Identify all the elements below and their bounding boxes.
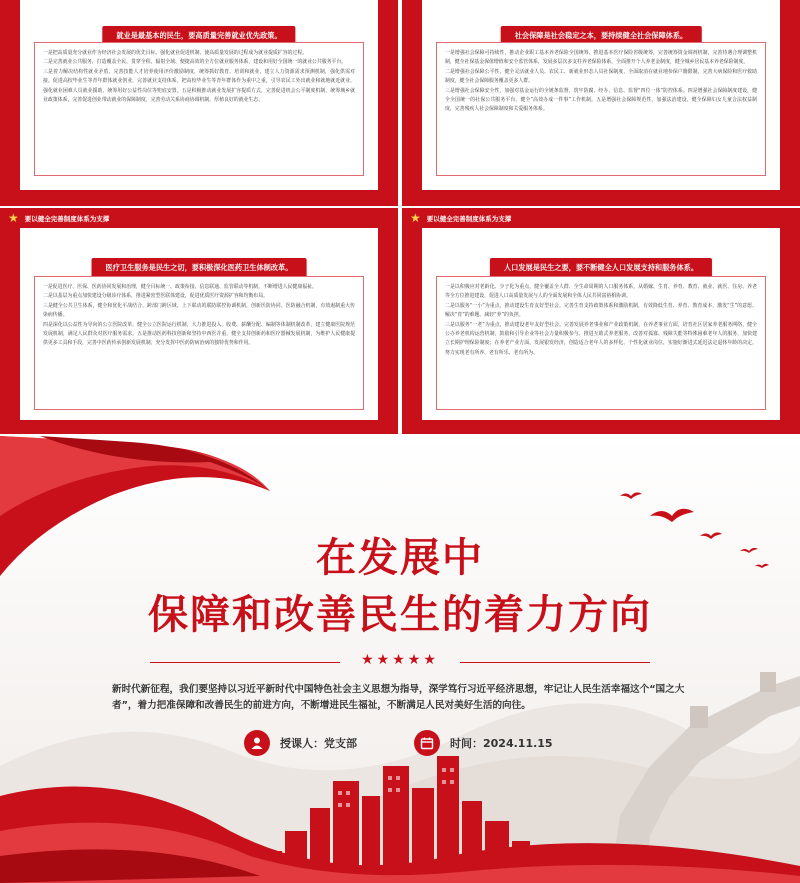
paragraph: 三是着力解决结构性就业矛盾，完善技能人才培养使用评价激励制度，统筹抓好教育、培训和就业，建立人力资源需求预测机制，强化供需对接。促进高校毕业生等青年群体就业创业，完善就业支持体系，把高校毕业生等青年群体作为重中之重，引导农民工外出就业和就地就近就业，强化就业困难人员就业援助，统筹用好公益性岗位等兜底安置。五是积极推动就业发展扩容提质方式，完善促进机会公平制度机制，统筹城乡就业政策体系，完善促进创业带动就业的保障制度，完善劳动关系协商协调机制，厚植良好的就业生态。 xyxy=(43,68,355,104)
slide-thumbnail-population[interactable] xyxy=(402,208,800,434)
watchtower-shape xyxy=(760,672,776,692)
watchtower-shape xyxy=(690,706,708,728)
paragraph: 一是增强社会保障可持续性，推动企业职工基本养老保险全国统筹，推进基本医疗保险省级统筹，完善统筹资金调剂机制，完善待遇合理调整机制，健全社保基金保值增值和安全监管体系，发展多层次多支柱养老保险体系，全面推开个人养老金制度，健全城乡居民基本养老保险制度。 xyxy=(445,50,757,66)
cover-slide[interactable] xyxy=(0,436,800,883)
paragraph: 三是健全公共卫生体系，健全和优化平战结合、跨部门跨区域、上下联动的联防联控协调机制，创新医防协同、医防融合机制，有效遏制重大传染病传播。 xyxy=(43,302,355,319)
section-bar xyxy=(0,208,398,228)
paragraph: 二是完善就业公共服务，打造覆盖全民、贯穿全程、辐射全域、便捷高效的全方位就业服务体系，建设和用好全国统一的就业公共服务平台。 xyxy=(43,59,347,66)
paragraph: 一是促进医疗、医保、医药协同发展和治理，健全目标统一、政策衔接、信息联通、监管联动等机制，不断增进人民健康福祉。 xyxy=(43,284,317,290)
slide-thumbnail-social-security[interactable] xyxy=(402,0,800,206)
star-icon: ★ xyxy=(410,211,421,225)
slide-text-box xyxy=(34,42,364,176)
slide-card xyxy=(20,228,378,420)
paragraph: 一是以积极应对老龄化、少子化为重点，健全覆盖全人群、全生命周期的人口服务体系，从婚嫁、生育、养育、教育、就业、就医、住房、养老等全方位推进建设，促进人口高质量发展与人的全面发展和全体人民共同富裕相协调。 xyxy=(445,284,757,300)
person-icon xyxy=(244,730,270,756)
paragraph: 二是增强社会保障公平性，健全灵活就业人员、农民工、新就业形态人员社保制度，全面取消在就业地参保户籍限制，完善大病保险和医疗救助制度，健全社会保障服务覆盖更多人群。 xyxy=(445,68,757,85)
section-title: 要以健全完善制度体系为支撑 xyxy=(426,214,512,223)
paragraph: 三是增强社会保障安全性，加强对基金运行的全链条监督，筑牢防腐、经办、信息、监督“四位一体”防控体系。四是增强社会保障制度建设，健全全国统一的社保公共服务平台，健全“高效办成一件事”工作机制。五是增强社会保障规范性，加强法治建设，健全保障妇女儿童合法权益制度，完善残疾人社会保障制度和关爱服务体系。 xyxy=(445,87,757,113)
calendar-icon xyxy=(414,730,440,756)
slide-heading: 医疗卫生服务是民生之切，要积极深化医药卫生体制改革。 xyxy=(92,258,307,278)
paragraph: 二是以基层为重点加快建设分级诊疗体系，推进紧密型医联体建设，促进优质医疗资源扩容和均衡布局。 xyxy=(43,293,268,300)
star-row: ★★★★★ xyxy=(361,652,439,668)
time-info xyxy=(414,730,553,756)
slide-thumbnail-employment[interactable] xyxy=(0,0,398,206)
slide-text-box xyxy=(34,276,364,410)
cover-title-line-2: 保障和改善民生的着力方向 xyxy=(148,592,652,638)
paragraph: 四是深化以公益性为导向的公立医院改革，健全公立医院运行机制，大力推进投入、收费、薪酬分配、编制等体制机制改革，建立健康医院规范发展机制，满足人民群众对医疗服务需求。五是推动医药科技创新和坚持中西医并重，健全支持创新药和医疗器械发展机制，为维护人民健康提供更多工具和手段，完善中医药传承创新发展机制，充分发挥中医药防病治病的独特优势和作用。 xyxy=(43,321,355,347)
time-label: 时间：2024.11.15 xyxy=(450,737,553,750)
cover-intro-text: 新时代新征程，我们要坚持以习近平新时代中国特色社会主义思想为指导，深学笃行习近平经济思想，牢记让人民生活幸福这个“国之大者”，着力把准保障和改善民生的前进方向，不断增进民生福祉，不断满足人民对美好生活的向往。 xyxy=(112,684,685,711)
slide-heading: 人口发展是民生之要，要不断健全人口发展支持和服务体系。 xyxy=(490,258,712,278)
section-title: 要以健全完善制度体系为支撑 xyxy=(24,214,110,223)
speaker-info xyxy=(244,730,357,756)
slide-heading: 就业是最基本的民生，要高质量完善就业优先政策。 xyxy=(102,26,295,46)
slide-thumbnail-healthcare[interactable] xyxy=(0,208,398,434)
slide-card xyxy=(20,0,378,190)
slide-card xyxy=(422,0,780,190)
paragraph: 二是以服务“一小”为重点，推动建设生育友好型社会。完善生育支持政策体系和激励机制，有效降低生育、养育、教育成本，激发“生”的意愿、解决“育”的难题、减轻“养”的负担。 xyxy=(445,302,757,319)
slide-text-box xyxy=(436,42,766,176)
slide-heading: 社会保障是社会稳定之本，要持续健全社会保障体系。 xyxy=(501,26,702,46)
star-icon: ★ xyxy=(8,211,19,225)
section-bar xyxy=(402,208,800,228)
paragraph: 一是把高质量充分就业作为经济社会发展的优先目标，强化就业促进机制，使高质量发展的过程成为就业提质扩容的过程。 xyxy=(43,50,308,56)
cover-title-line-1: 在发展中 xyxy=(316,535,484,581)
slide-card xyxy=(422,228,780,420)
slide-text-box xyxy=(436,276,766,410)
paragraph: 三是以服务“一老”为重点，推动建设老年友好型社会。完善发展养老事业和产业政策机制，在养老事业方面，培育社区居家养老服务网络，健全公办养老机构运营机制，鼓励和引导企业等社会力量积极参与，推进互助式养老服务，改善对孤寡、残障失能等特殊困难老年人的服务，加快建立长期护理保险制度；在养老产业方面，发展银发经济，创造适合老年人的多样化、个性化就业岗位，实施好渐进式延迟法定退休年龄的决定，努力实现老有所养、老有所乐、老有所为。 xyxy=(445,321,757,356)
speaker-label: 授课人：党支部 xyxy=(280,737,357,750)
